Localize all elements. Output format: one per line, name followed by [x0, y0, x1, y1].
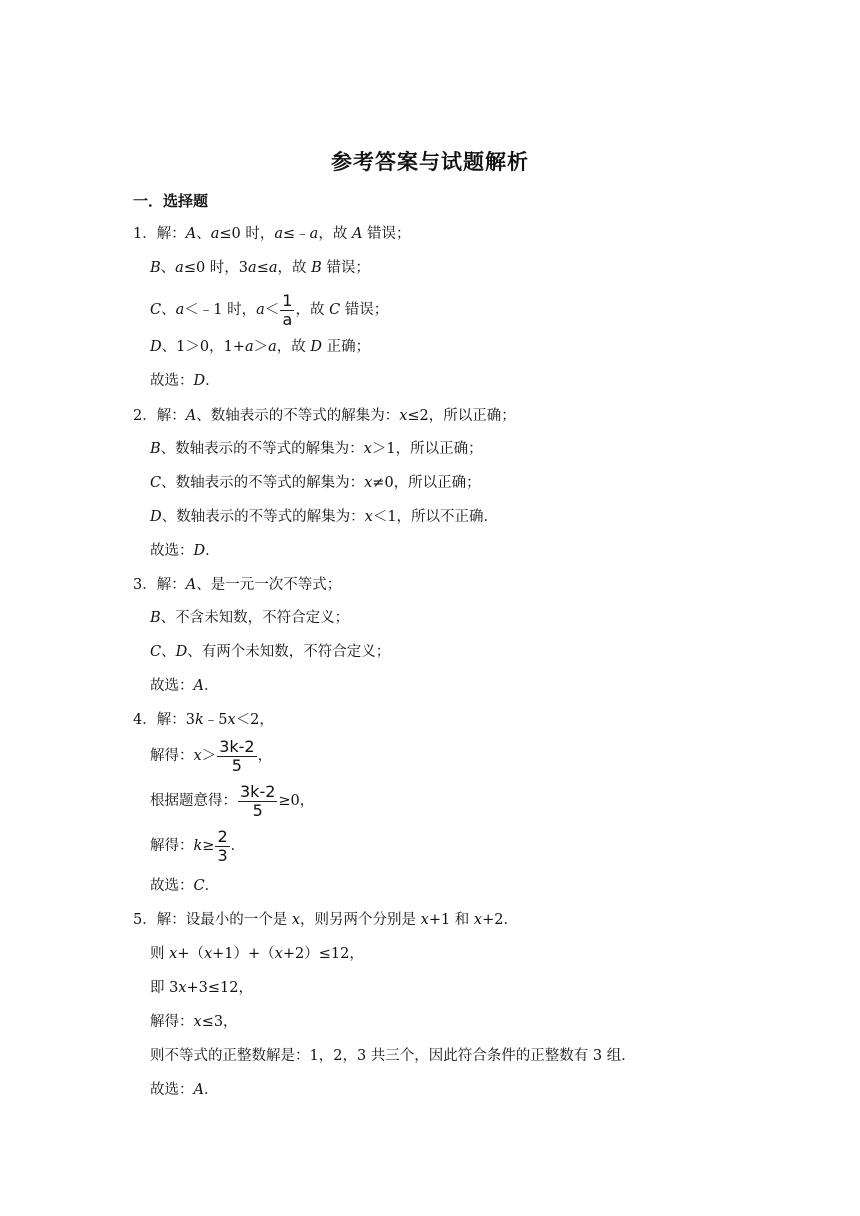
section-heading: 一．选择题 [133, 192, 209, 210]
q4-answer: 故选：C． [150, 878, 220, 894]
q1-line-4: D、1＞0，1+a＞a，故 D 正确； [150, 339, 371, 355]
q5-line-5: 则不等式的正整数解是：1，2，3 共三个，因此符合条件的正整数有 3 组． [150, 1048, 636, 1064]
q5-answer: 故选：A． [150, 1082, 219, 1098]
q4-line-2: 解得：x＞ $\frac{3k-2}{5}$ ， [150, 736, 273, 775]
q2-line-1: 2．解：A、数轴表示的不等式的解集为：x≤2，所以正确； [133, 408, 516, 424]
q2-answer: 故选：D． [150, 543, 220, 559]
fraction-3k-2-over-5: $\frac{3k-2}{5}$ [240, 781, 276, 820]
page-title: 参考答案与试题解析 [331, 150, 529, 174]
q4-line-4: 解得：k≥ $\frac{2}{3}$ ． [150, 826, 246, 865]
q2-line-3: C、数轴表示的不等式的解集为：x≠0，所以正确； [150, 475, 481, 491]
q1-line-3: C、a＜﹣1 时，a＜ $\frac{1}{a}$ ，故 C 错误； [150, 290, 389, 329]
q4-line-1: 4．解：3k﹣5x＜2， [133, 712, 274, 728]
q2-line-4: D、数轴表示的不等式的解集为：x＜1，所以不正确． [150, 509, 499, 525]
q1-line-2: B、a≤0 时，3a≤a，故 B 错误； [150, 260, 370, 276]
q1-answer: 故选：D． [150, 373, 220, 389]
q3-answer: 故选：A． [150, 678, 219, 694]
q3-line-2: B、不含未知数，不符合定义； [150, 610, 350, 626]
fraction-3k-2-over-5: $\frac{3k-2}{5}$ [219, 736, 255, 775]
q5-line-2: 则 x+（x+1）+（x+2）≤12， [150, 946, 364, 962]
fraction-2-over-3: $\frac{2}{3}$ [217, 826, 228, 865]
q2-line-2: B、数轴表示的不等式的解集为：x＞1，所以正确； [150, 441, 483, 457]
q3-line-1: 3．解：A、是一元一次不等式； [133, 577, 342, 593]
q5-line-3: 即 3x+3≤12， [150, 980, 254, 996]
q5-line-4: 解得：x≤3， [150, 1014, 238, 1030]
fraction-1-over-a: $\frac{1}{a}$ [282, 290, 293, 329]
q4-line-3: 根据题意得： $\frac{3k-2}{5}$ ≥0， [150, 781, 315, 820]
q5-line-1: 5．解：设最小的一个是 x，则另两个分别是 x+1 和 x+2． [133, 912, 518, 928]
q1-line-1: 1．解：A、a≤0 时，a≤﹣a，故 A 错误； [133, 226, 411, 242]
q3-line-3: C、D、有两个未知数，不符合定义； [150, 644, 391, 660]
